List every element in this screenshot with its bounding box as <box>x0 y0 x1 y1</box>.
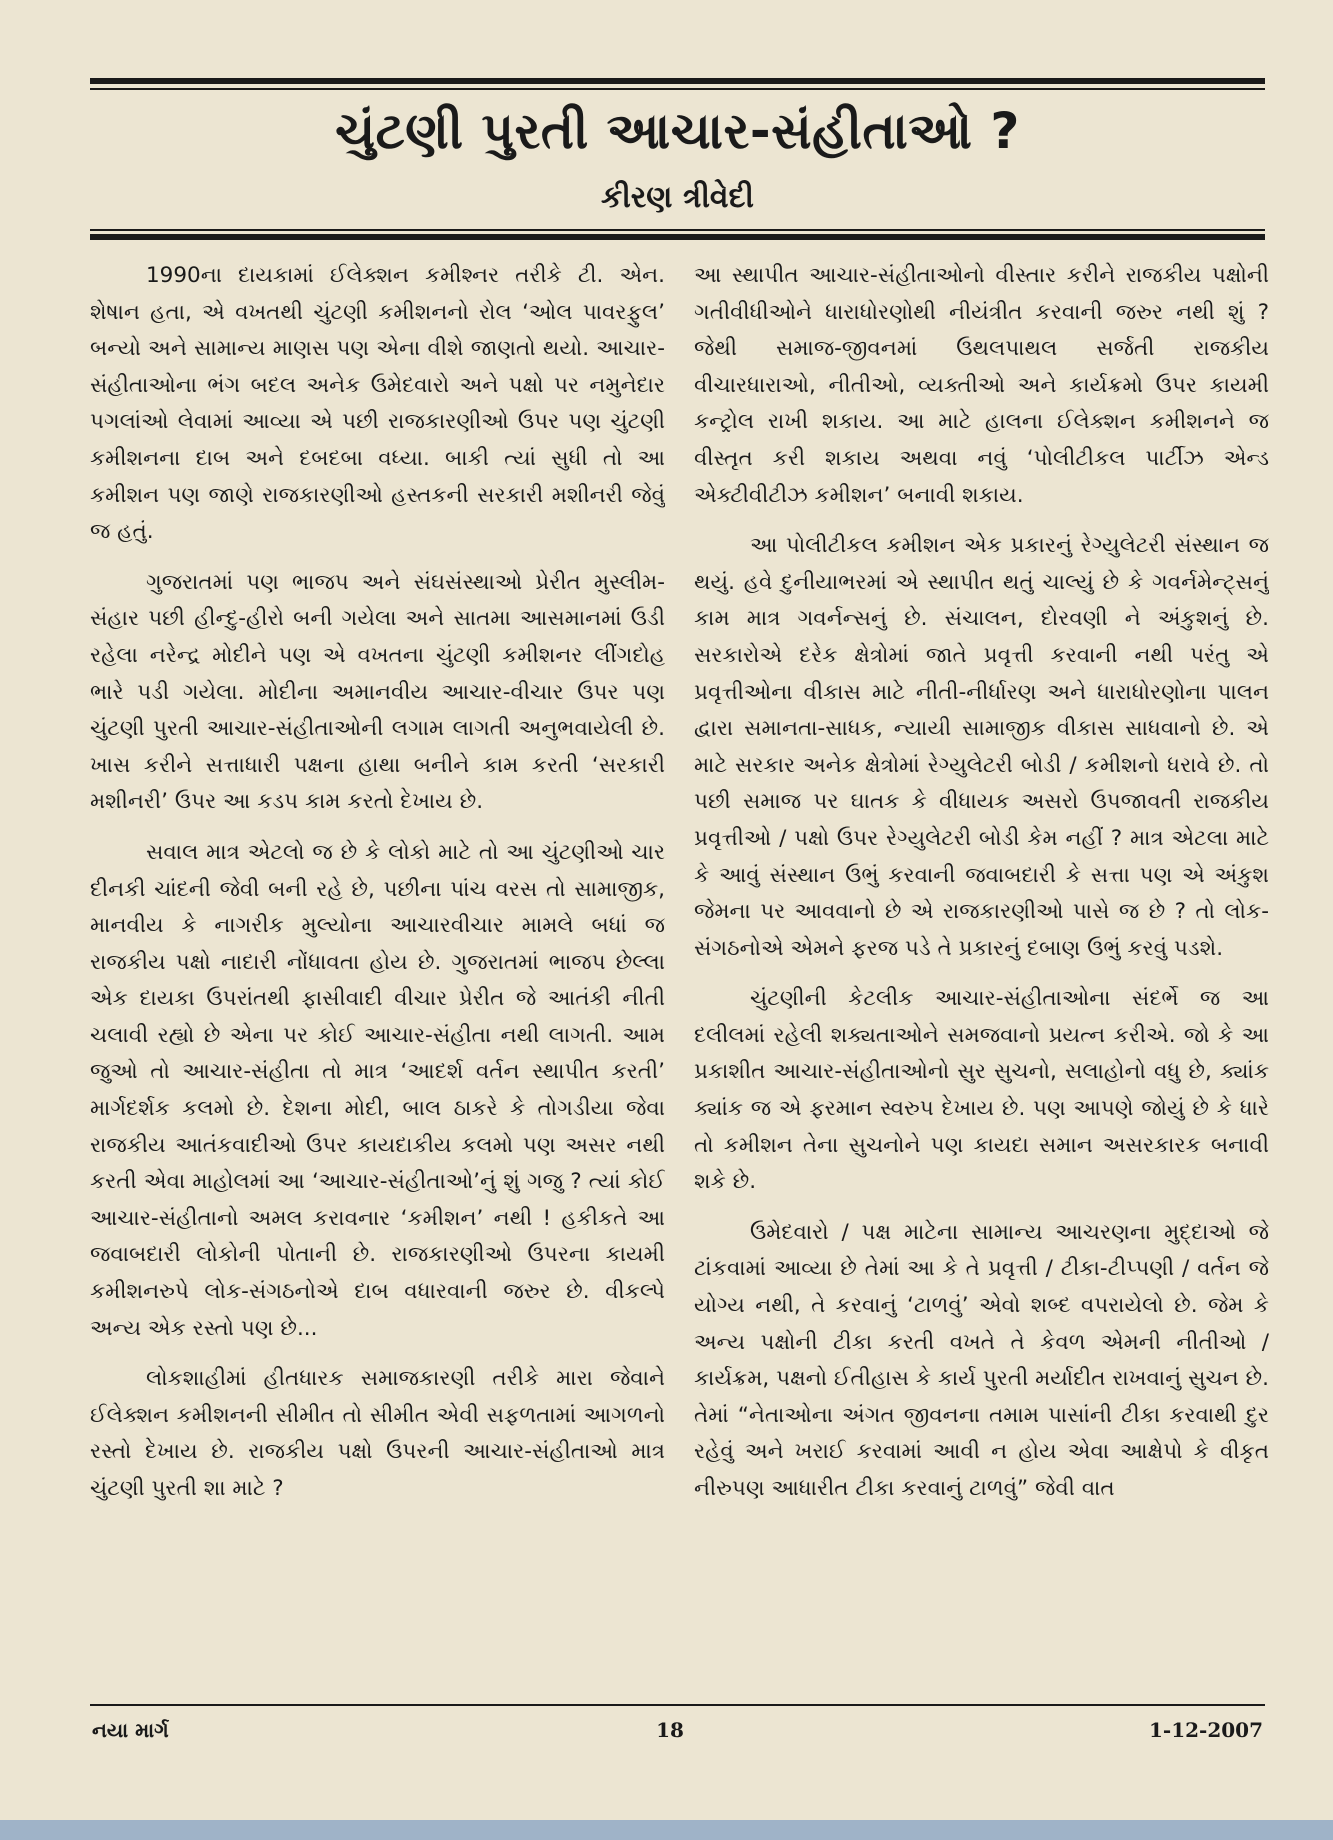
article-author: કીરણ ત્રીવેદી <box>601 180 754 215</box>
paragraph: ગુજરાતમાં પણ ભાજપ અને સંઘસંસ્થાઓ પ્રેરીત મુસ્લીમ-સંહાર પછી હીન્દુ-હીરો બની ગયેલા અને સાતમા આસમાનમાં ઉડી રહેલા નરેન્દ્ર મોદીને પણ એ વખતના ચુંટણી કમીશનર લીંગદોહ ભારે પડી ગયેલા. મોદીના અમાનવીય આચાર-વીચાર ઉપર પણ ચુંટણી પુરતી આચાર-સંહીતાઓની લગામ લાગતી અનુભવાયેલી છે. ખાસ કરીને સત્તાધારી પક્ષના હાથા બનીને કામ કરતી ‘સરકારી મશીનરી’ ઉપર આ કડપ કામ કરતો દેખાય છે. <box>90 569 665 815</box>
page-number: 18 <box>656 1718 684 1742</box>
paragraph-continuation: આ સ્થાપીત આચાર-સંહીતાઓનો વીસ્તાર કરીને રાજકીય પક્ષોની ગતીવીધીઓને ધારાધોરણોથી નીયંત્રીત કરવાની જરુર નથી શું ? જેથી સમાજ-જીવનમાં ઉથલપાથલ સર્જતી રાજકીય વીચારધારાઓ, નીતીઓ, વ્યક્તીઓ અને કાર્યક્રમો ઉપર કાયમી કન્ટ્રોલ રાખી શકાય. આ માટે હાલના ઈલેક્શન કમીશનને જ વીસ્તૃત કરી શકાય અથવા નવું ‘પોલીટીકલ પાર્ટીઝ એન્ડ એક્ટીવીટીઝ કમીશન’ બનાવી શકાય. <box>694 263 1269 508</box>
left-column <box>90 258 665 1688</box>
article-title: ચુંટણી પુરતી આચાર-સંહીતાઓ ? <box>335 102 1020 160</box>
paragraph: 1990ના દાયકામાં ઈલેક્શન કમીશ્નર તરીકે ટી. એન. શેષાન હતા, એ વખતથી ચુંટણી કમીશનનો રોલ ‘ઓલ પાવરફુલ’ બન્યો અને સામાન્ય માણસ પણ એના વીશે જાણતો થયો. આચાર-સંહીતાઓના ભંગ બદલ અનેક ઉમેદવારો અને પક્ષો પર નમુનેદાર પગલાંઓ લેવામાં આવ્યા એ પછી રાજકારણીઓ ઉપર પણ ચુંટણી કમીશનના દાબ અને દબદબા વધ્યા. બાકી ત્યાં સુધી તો આ કમીશન પણ જાણે રાજકારણીઓ હસ્તકની સરકારી મશીનરી જેવું જ હતું. <box>90 263 665 545</box>
header-rule-thin <box>90 229 1265 231</box>
paragraph: સવાલ માત્ર એટલો જ છે કે લોકો માટે તો આ ચુંટણીઓ ચાર દીનકી ચાંદની જેવી બની રહે છે, પછીના પાંચ વરસ તો સામાજીક, માનવીય કે નાગરીક મુલ્યોના આચારવીચાર મામલે બધાં જ રાજકીય પક્ષો નાદારી નોંધાવતા હોય છે. ગુજરાતમાં ભાજપ છેલ્લા એક દાયકા ઉપરાંતથી ફાસીવાદી વીચાર પ્રેરીત જે આતંકી નીતી ચલાવી રહ્યો છે એના પર કોઈ આચાર-સંહીતા નથી લાગતી. આમ જુઓ તો આચાર-સંહીતા તો માત્ર ‘આદર્શ વર્તન સ્થાપીત કરતી’ માર્ગદર્શક કલમો છે. દેશના મોદી, બાલ ઠાકરે કે તોગડીયા જેવા રાજકીય આતંકવાદીઓ ઉપર કાયદાકીય કલમો પણ અસર નથી કરતી એવા માહોલમાં આ ‘આચાર-સંહીતાઓ’નું શું ગજુ ? ત્યાં કોઈ આચાર-સંહીતાનો અમલ કરાવનાર ‘કમીશન’ નથી ! હકીકતે આ જવાબદારી લોકોની પોતાની છે. રાજકારણીઓ ઉપરના કાયમી કમીશનરુપે લોક-સંગઠનોએ દાબ વધારવાની જરુર છે. વીકલ્પે અન્ય એક રસ્તો પણ છે... <box>90 839 665 1341</box>
paragraph: લોકશાહીમાં હીતધારક સમાજકારણી તરીકે મારા જેવાને ઈલેક્શન કમીશનની સીમીત તો સીમીત એવી સફળતામાં આગળનો રસ્તો દેખાય છે. રાજકીય પક્ષો ઉપરની આચાર-સંહીતાઓ માત્ર ચુંટણી પુરતી શા માટે ? <box>90 1366 665 1501</box>
right-column <box>694 258 1269 1688</box>
publication-name: નયા માર્ગ <box>92 1718 169 1742</box>
footer-rule <box>90 1704 1265 1706</box>
top-rule-thin <box>90 88 1265 90</box>
issue-date: 1-12-2007 <box>1148 1718 1263 1742</box>
paragraph: ઉમેદવારો / પક્ષ માટેના સામાન્ય આચરણના મુદ્દાઓ જે ટાંકવામાં આવ્યા છે તેમાં આ કે તે પ્રવૃત્તી / ટીકા-ટીપ્પણી / વર્તન જે યોગ્ય નથી, તે કરવાનું ‘ટાળવું’ એવો શબ્દ વપરાયેલો છે. જેમ કે અન્ય પક્ષોની ટીકા કરતી વખતે તે કેવળ એમની નીતીઓ / કાર્યક્રમ, પક્ષનો ઈતીહાસ કે કાર્ય પુરતી મર્યાદીત રાખવાનું સુચન છે. તેમાં “નેતાઓના અંગત જીવનના તમામ પાસાંની ટીકા કરવાથી દુર રહેવું અને ખરાઈ કરવામાં આવી ન હોય એવા આક્ષેપો કે વીકૃત નીરુપણ આધારીત ટીકા કરવાનું ટાળવું” જેવી વાત <box>694 1219 1269 1501</box>
header-rule-thick <box>90 234 1265 240</box>
paragraph: આ પોલીટીકલ કમીશન એક પ્રકારનું રેગ્યુલેટરી સંસ્થાન જ થયું. હવે દુનીયાભરમાં એ સ્થાપીત થતું ચાલ્યું છે કે ગવર્નમેન્ટ્સનું કામ માત્ર ગવર્નન્સનું છે. સંચાલન, દોરવણી ને અંકુશનું છે. સરકારોએ દરેક ક્ષેત્રોમાં જાતે પ્રવૃત્તી કરવાની નથી પરંતુ એ પ્રવૃત્તીઓના વીકાસ માટે નીતી-નીર્ધારણ અને ધારાધોરણોના પાલન દ્વારા સમાનતા-સાધક, ન્યાયી સામાજીક વીકાસ સાધવાનો છે. એ માટે સરકાર અનેક ક્ષેત્રોમાં રેગ્યુલેટરી બોડી / કમીશનો ધરાવે છે. તો પછી સમાજ પર ઘાતક કે વીધાયક અસરો ઉપજાવતી રાજકીય પ્રવૃત્તીઓ / પક્ષો ઉપર રેગ્યુલેટરી બોડી કેમ નહીં ? માત્ર એટલા માટે કે આવું સંસ્થાન ઉભું કરવાની જવાબદારી કે સત્તા પણ એ અંકુશ જેમના પર આવવાનો છે એ રાજકારણીઓ પાસે જ છે ? તો લોક- સંગઠનોએ એમને ફરજ પડે તે પ્રકારનું દબાણ ઉભું કરવું પડશે. <box>694 533 1269 961</box>
top-rule-thick <box>90 78 1265 84</box>
paragraph: ચુંટણીની કેટલીક આચાર-સંહીતાઓના સંદર્ભે જ આ દલીલમાં રહેલી શક્યતાઓને સમજવાનો પ્રયત્ન કરીએ. જો કે આ પ્રકાશીત આચાર-સંહીતાઓનો સુર સુચનો, સલાહોનો વધુ છે, ક્યાંક ક્યાંક જ એ ફરમાન સ્વરુપ દેખાય છે. પણ આપણે જોયું છે કે ધારે તો કમીશન તેના સુચનોને પણ કાયદા સમાન અસરકારક બનાવી શકે છે. <box>694 986 1269 1195</box>
scan-edge-band <box>0 1820 1333 1840</box>
